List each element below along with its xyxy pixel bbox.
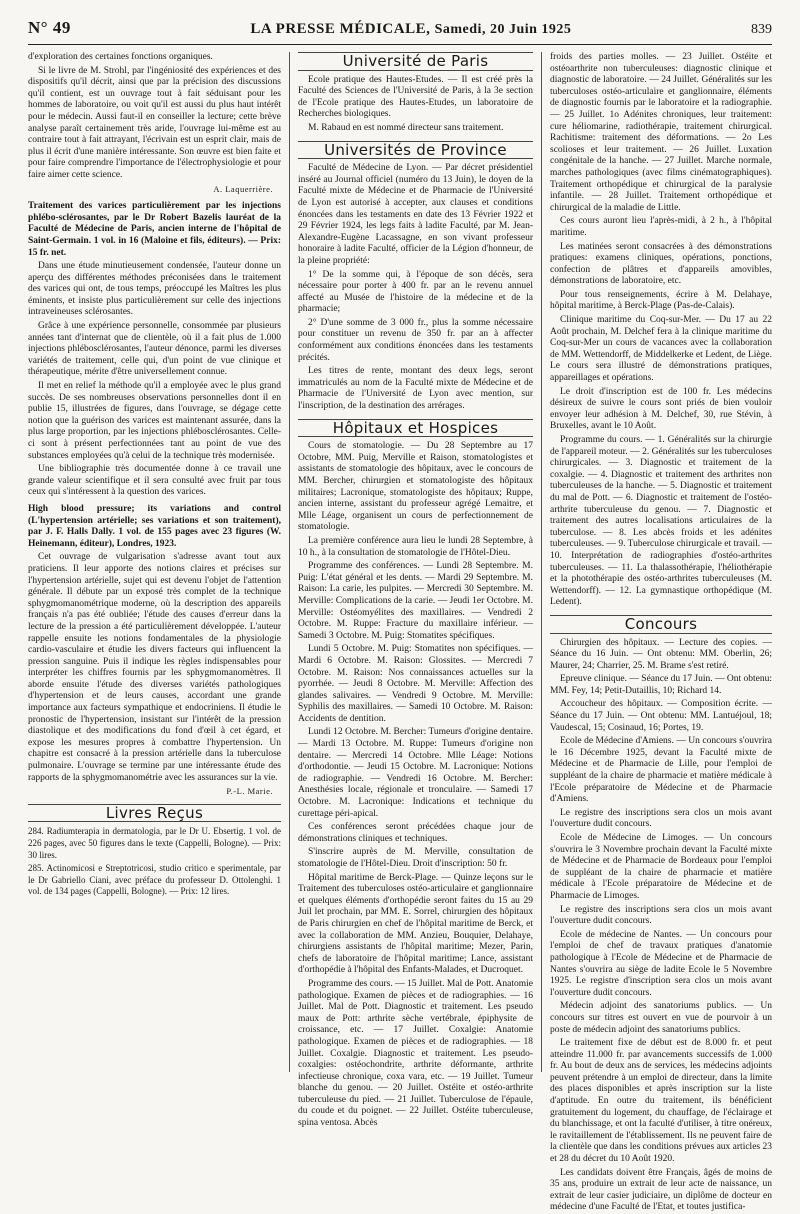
section-title-hopitaux: Hôpitaux et Hospices xyxy=(298,419,533,438)
paragraph: Le droit d'inscription est de 100 fr. Les médecins désireux de suivre le cours sont priés de bien vouloir envoyer leur adhésion à M. Delchef, 30, rue Stévin, à Bruxelles, avant le 10 Août. xyxy=(550,386,772,432)
paragraph: Ces conférences seront précédées chaque jour de démonstrations cliniques et techniques. xyxy=(298,822,533,844)
paragraph: S'inscrire auprès de M. Merville, consultation de stomatologie de l'Hôtel-Dieu. Droit d'inscription: 50 fr. xyxy=(298,847,533,869)
paragraph: Il met en relief la méthode qu'il a employée avec le plus grand succès. De ses nombreuses observations personnelles dont il en publie 15, illustrées de figures, dans l'ouvrage, se dégage cette notion que la guérison des varices est maintenant assurée, dans la plus large proportion, par les injections phlébosclérosantes. Celle-ci sont à présent perfectionnées tant au point de vue des substances employées qu'à celui de la technique très modernisée. xyxy=(28,381,281,461)
paragraph: Programme des conférences. — Lundi 28 Septembre. M. Puig: L'état général et les dents. — Mardi 29 Septembre. M. Raison: La carie, les pulpites. — Mercredi 30 Septembre. M. Merville: Complications de la carie. — Jeudi 1er Octobre. M. Merville: Ostéomyélites des maxillaires. — Vendredi 2 Octobre. M. Ruppe: Fracture du maxillaire inférieur. — Samedi 3 Octobre. M. Puig: Stomatites spécifiques. xyxy=(298,561,533,641)
paragraph: 2° D'une somme de 3 000 fr., plus la somme nécessaire pour constituer un revenu de 350 fr. par an à affecter conformément aux conditions énoncées dans les testaments précités. xyxy=(298,317,533,363)
columns xyxy=(28,52,772,1213)
paragraph: froids des parties molles. — 23 Juillet. Ostéite et ostéoarthrite non tuberculeuses: diagnostic clinique et diagnostic de laboratoire. — 24 Juillet. Généralités sur les tuberculoses ostéo-articulaire et ganglionnaire, éléments de diagnostic fournis par le laboratoire et la radiographie. — 25 Juillet. 1o Adénites chroniques, leur traitement: cure héliomarine, radiothérapie, traitement chirurgical. Rachitisme: traitement des déformations. — 2o Les scolioses et leur traitement. — 26 Juillet. Luxation congénitale de la hanche. — 27 Juillet. Marche normale, marches pathologiques (avec films cinématographiques). Traitement orthopédique et chirurgical de la paralysie infantile. — 28 Juillet. Traitement orthopédique et chirurgical de la maladie de Little. xyxy=(550,52,772,213)
paragraph: Le registre des inscriptions sera clos un mois avant l'ouverture dudit concours. xyxy=(550,904,772,927)
paragraph: Lundi 12 Octobre. M. Bercher: Tumeurs d'origine dentaire. — Mardi 13 Octobre. M. Ruppe: Tumeurs d'origine non dentaire. — Mercredi 14 Octobre. Mlle Léage: Notions d'orthodontie. — Jeudi 15 Octobre. M. Lacronique: Notions de radiographie. — Vendredi 16 Octobre. M. Bercher: Anesthésies locale, régionale et tronculaire. — Samedi 17 Octobre. M. Lacronique: Indications et technique du curettage péri-apical. xyxy=(298,727,533,819)
section-title-livres: Livres Reçus xyxy=(28,804,281,823)
paragraph: Programme du cours. — 1. Généralités sur la chirurgie de l'appareil moteur. — 2. Généralités sur les tuberculoses chirurgicales. — 3. Diagnostic et traitement de la coxalgie. — 4. Diagnostic et traitement des arthrites non tuberculeuses de la hanche. — 5. Diagnostic et traitement du mal de Pott. — 6. Diagnostic et traitement de l'ostéo-arthrite tuberculeuse du genou. — 7. Diagnostic et traitement des autres localisations articulaires de la tuberculose. — 8. Les abcès froids et les adénites tuberculeuses. — 9. Tuberculose chirurgicale et travail. — 10. Interprétation de radiographies d'ostéo-arthrites tuberculeuses. — 11. La thalassothérapie, l'héliothérapie et la photothérapie des ostéo-arthrites tuberculeuses (M. Wettendorff). — 12. La gymnastique orthopédique (M. Ledent). xyxy=(550,435,772,608)
signature: A. Laquerrière. xyxy=(213,183,273,194)
paragraph: Grâce à une expérience personnelle, consommée par plusieurs années tant d'internat que de clientèle, où il a fait plus de 1.000 injections phlébosclérosantes, l'auteur dénonce, parmi les diverses variétés de traitement, celle qui, d'un point de vue clinique et thérapeutique, mérite d'être universellement connue. xyxy=(28,321,281,378)
paragraph: Le traitement fixe de début est de 8.000 fr. et peut atteindre 11.000 fr. par avancements successifs de 1.000 fr. Au bout de deux ans de services, les médecins adjoints peuvent prétendre à un emploi de directeur, dans la limite des places disponibles et après inscription sur la liste d'aptitude. En outre du traitement, ils bénéficient gratuitement du logement, du chauffage, de l'éclairage et du blanchissage, et ont la faculté d'utiliser, à titre onéreux, le ravitaillement de l'établissement. Ils ne peuvent faire de la clientèle que dans les conditions prévues aux articles 23 et 28 du décret du 10 Août 1920. xyxy=(550,1038,772,1165)
paragraph: Ecole pratique des Hautes-Etudes. — Il est créé près la Faculté des Sciences de l'Université de Paris, à la 3e section de l'Ecole pratique des Hautes-Etudes, un laboratoire de Recherches biologiques. xyxy=(298,74,533,120)
column-2 xyxy=(290,52,542,1129)
section-title-concours: Concours xyxy=(550,615,772,634)
paragraph: Ecole de médecine de Nantes. — Un concours pour l'emploi de chef de travaux pratiques d'anatomie pathologique à l'Ecole de Médecine et de Pharmacie de Nantes s'ouvrira au siège de ladite Ecole le 5 Novembre 1925. Le registre d'inscription sera clos un mois avant l'ouverture dudit concours. xyxy=(550,929,772,998)
paragraph: Epreuve clinique. — Séance du 17 Juin. — Ont obtenu: MM. Fey, 14; Petit-Dutaillis, 10; Richard 14. xyxy=(550,674,772,696)
paragraph: Ecole de Médecine d'Amiens. — Un concours s'ouvrira le 16 Décembre 1925, devant la Faculté mixte de Médecine et de Pharmacie de Lille, pour l'emploi de suppléant de la chaire de pharmacie et matière médicale à l'Ecole préparatoire de Médecine et de Pharmacie d'Amiens. xyxy=(550,736,772,805)
newspaper-title: LA PRESSE MÉDICALE xyxy=(250,21,427,37)
paragraph: Médecin adjoint des sanatoriums publics. — Un concours sur titres est ouvert en vue de pourvoir à un poste de médecin adjoint des sanatoriums publics. xyxy=(550,1001,772,1035)
book-entry: 284. Radiumterapia in dermatologia, par le Dr U. Ebsertig. 1 vol. de 226 pages, avec 50 figures dans le texte (Cappelli, Bologne). — Prix: 30 lires. xyxy=(28,826,281,860)
paragraph: Pour tous renseignements, écrire à M. Delahaye, hôpital maritime, à Berck-Plage (Pas-de-Calais). xyxy=(550,289,772,312)
paragraph: Ecole de Médecine de Limoges. — Un concours s'ouvrira le 3 Novembre prochain devant la Faculté mixte de Médecine et de Pharmacie de Bordeaux pour l'emploi de suppléant de la chaire de pharmacie et matière médicale à l'Ecole préparatoire de Médecine et de Pharmacie de Limoges. xyxy=(550,833,772,901)
column-3 xyxy=(542,52,772,1213)
column-1 xyxy=(28,52,290,1072)
paragraph: Chirurgien des hôpitaux. — Lecture des copies. — Séance du 16 Juin. — Ont obtenu: MM. Oberlin, 26; Maurer, 24; Charrier, 25. M. Brame s'est retiré. xyxy=(550,637,772,671)
page-number: 839 xyxy=(750,22,772,37)
paragraph: Une bibliographie très documentée donne à ce travail une grande valeur scientifique et il sera consulté avec fruit par tous ceux qui s'intéressent à la question des varices. xyxy=(28,464,281,498)
issue-date: Samedi, 20 Juin 1925 xyxy=(434,22,572,37)
paragraph: Clinique maritime du Coq-sur-Mer. — Du 17 au 22 Août prochain, M. Delchef fera à la clinique maritime du Coq-sur-Mer un cours de vacances avec la collaboration de MM. Wettendorff, de Middelkerke et Ledent, de Liège. Le cours sera illustré de démonstrations pratiques, appareillages et opérations. xyxy=(550,315,772,384)
paragraph: Cours de stomatologie. — Du 28 Septembre au 17 Octobre, MM. Puig, Merville et Raison, stomatologistes et assistants de stomatologie des hôpitaux, avec le concours de MM. Bercher, chirurgien et stomatologiste des hôpitaux militaires; Lacronique, stomatologiste des hôpitaux; Ruppe, ancien interne, assistant du professeur agrégé Lemaitre, et Mlle Léage, organisent un cours de perfectionnement de stomatologie. xyxy=(298,441,533,533)
paragraph: Programme des cours. — 15 Juillet. Mal de Pott. Anatomie pathologique. Examen de pièces et de radiographies. — 16 Juillet. Mal de Pott. Diagnostic et traitement. Les pseudo maux de Pott: arthrite sèche vertébrale, épiphysite de croissance, etc. — 17 Juillet. Coxalgie: Anatomie pathologique. Examen de pièces et de radiographies. — 18 Juillet. Coxalgie. Diagnostic et traitement. Les pseudo-coxalgies: ostéochondrite, arthrite déformante, arthrite infectieuse chronique, coxa vara, etc. — 19 Juillet. Tumeur blanche du genou. — 20 Juillet. Ostéite et ostéo-arthrite tuberculeuse du pied. — 21 Juillet. Tuberculose de l'épaule, du coude et du poignet. — 22 Juillet. Ostéite tuberculeuse, spina ventosa. Abcès xyxy=(298,978,533,1129)
masthead: N° 49 LA PRESSE MÉDICALE, Samedi, 20 Juin 1925 839 xyxy=(28,18,772,45)
paragraph: Les candidats doivent être Français, âgés de moins de 35 ans, produire un extrait de leur acte de naissance, un extrait de leur casier judiciaire, un diplôme de docteur en médecine d'une Faculté de l'Etat, et toutes justifica- xyxy=(550,1167,772,1213)
paragraph: Faculté de Médecine de Lyon. — Par décret présidentiel inséré au Journal officiel (numéro du 13 Juin), le doyen de la Faculté mixte de Médecine et de Pharmacie de l'Université de Lyon est autorisé à accepter, aux clauses et conditions énoncées dans les testaments en date des 13 Février 1922 et 29 Février 1924, les legs faits à ladite Faculté, par M. Jean-Alexandre-Eugène Lacassagne, en son vivant professeur honoraire à ladite Faculté, officier de la Légion d'honneur, de la pleine propriété: xyxy=(298,163,533,266)
paragraph: M. Rabaud en est nommé directeur sans traitement. xyxy=(308,122,504,133)
review-title: Traitement des varices particulièrement par les injections phlébo-sclérosantes, par le Dr Robert Bazelis lauréat de la Faculté de Médecine de Paris, ancien interne de l'hôpital de Saint-Germain. 1 vol. in 16 (Maloine et fils, éditeurs). — Prix: 15 fr. net. xyxy=(28,201,281,258)
paragraph: Lundi 5 Octobre. M. Puig: Stomatites non spécifiques. — Mardi 6 Octobre. M. Raison: Glossites. — Mercredi 7 Octobre. M. Raison: Nos connaissances actuelles sur la pyorrhée. — Jeudi 8 Octobre. M. Merville: Affection des glandes salivaires. — Vendredi 9 Octobre. M. Merville: Syphilis des maxillaires. — Samedi 10 Octobre. M. Raison: Accidents de dentition. xyxy=(298,644,533,724)
paragraph: Dans une étude minutieusement condensée, l'auteur donne un aperçu des différentes méthodes préconisées dans le traitement des varices qui ont, de tous temps, préoccupé les Maîtres les plus éminents, et insiste plus particulièrement sur celle des injections intraveineuses sclérosantes. xyxy=(28,261,281,318)
paragraph: Les matinées seront consacrées à des démonstrations pratiques: examens cliniques, opérations, ponctions, confection de plâtres et d'appareils amovibles, démonstrations de laboratoire, etc. xyxy=(550,241,772,287)
section-title-province: Universités de Province xyxy=(298,141,533,160)
paragraph: Hôpital maritime de Berck-Plage. — Quinze leçons sur le Traitement des tuberculoses ostéo-articulaire et ganglionnaire et quelques éléments d'orthopédie seront faites du 15 au 29 Juil let prochain, par MM. E. Sorrel, chirurgien des hôpitaux de Paris chirurgien en chef de l'hôpital maritime de Berck, et avec la collaboration de MM. Anzieu, Bouquier, Delahaye, chirurgiens assistants de l'hôpital maritime; Mezer, Parin, chefs de laboratoire de l'hôpital maritime; Lance, assistant d'orthopédie à l'hôpital des Enfants-Malades, et Ducroquet. xyxy=(298,872,533,976)
paragraph: Si le livre de M. Strohl, par l'ingéniosité des expériences et des dispositifs qu'il décrit, ainsi que par la précision des discussions qu'il contient, est un ouvrage tout à fait séduisant pour les hommes de laboratoire, ou voit qu'il est aussi du plus haut intérêt pour le médecin. Aussi faut-il en conseiller la lecture; cette brève analyse paraît certainement très aride, l'ouvrage lui-même est au contraire tout à fait attrayant, l'écrivain est un esprit clair, mais de plus il écrit d'une manière intéressante. Son œuvre est bien faite et pour faire comprendre l'importance de l'électrophysiologie et pour faire aimer cette science. xyxy=(28,65,281,180)
paragraph: Le registre des inscriptions sera clos un mois avant l'ouverture dudit concours. xyxy=(550,807,772,830)
paragraph: Ces cours auront lieu l'après-midi, à 2 h., à l'hôpital maritime. xyxy=(550,216,772,238)
paragraph: d'exploration des certaines fonctions organiques. xyxy=(28,52,213,62)
book-entry: 285. Actinomicosi e Streptotricosi, studio critico e sperimentale, par le Dr Gabriello Ciani, avec préface du professeur D. Ottolenghi. 1 vol. de 134 pages (Cappelli, Bologne). — Prix: 12 lires. xyxy=(28,863,281,897)
paragraph: 1° De la somme qui, à l'époque de son décès, sera nécessaire pour porter à 400 fr. par an le revenu annuel affecté au Musée de l'histoire de la médecine et de la pharmacie; xyxy=(298,269,533,315)
paragraph: Accoucheur des hôpitaux. — Composition écrite. — Séance du 17 Juin. — Ont obtenu: MM. Lantuéjoul, 18; Vaudescal, 15; Cosinaud, 16; Portes, 19. xyxy=(550,699,772,733)
review-title: High blood pressure; its variations and control (L'hypertension artérielle; ses variations et son traitement), par J. F. Halls Dally. 1 vol. de 155 pages avec 23 figures (W. Heinemann, éditeur), Londres, 1923. xyxy=(28,503,281,549)
issue-number: N° 49 xyxy=(28,18,71,37)
paragraph: Cet ouvrage de vulgarisation s'adresse avant tout aux praticiens. Il leur apporte des notions claires et précises sur l'hypertension artérielle, sujet qui est devenu l'objet de l'attention générale. Il débute par un exposé très complet de la technique sphygmomanométrique moderne, où la description des appareils français n'a pas été oubliée; l'étude des causes d'erreur dans la lecture de la pression a été particulièrement développée. L'auteur rappelle ensuite les notions fondamentales de la physiologie cardio-vasculaire et étudie les divers facteurs qui influencent la pression sanguine. Puis il indique les règles indispensables pour interpréter les chiffres fournis par les sphygmomanomètres. Il aborde ensuite l'étude des diverses variétés pathologiques d'hypertension et de leurs causes, accordant une grande importance aux facteurs sympathique et endocriniens. Il étudie le pronostic de l'hypertension, insistant sur l'intérêt de la pression diastolique et des modifications du fond d'œil à cet égard, et expose les mesures propres à combattre l'hypertension. Un chapitre est consacré à la pression artérielle dans la tuberculose pulmonaire. L'ouvrage se termine par une intéressante étude des rapports de la sphygmomanométrie avec les assurances sur la vie. xyxy=(28,552,281,783)
section-title-paris: Université de Paris xyxy=(298,52,533,71)
signature: P.-L. Marie. xyxy=(226,786,273,797)
paragraph: La première conférence aura lieu le lundi 28 Septembre, à 10 h., à la consultation de stomatologie de l'Hôtel-Dieu. xyxy=(298,535,533,558)
paragraph: Les titres de rente, montant des deux legs, seront immatriculés au nom de la Faculté mixte de Médecine et de Pharmacie de l'Université de Lyon avec mention, sur l'inscription, de la destination des arrérages. xyxy=(298,366,533,412)
